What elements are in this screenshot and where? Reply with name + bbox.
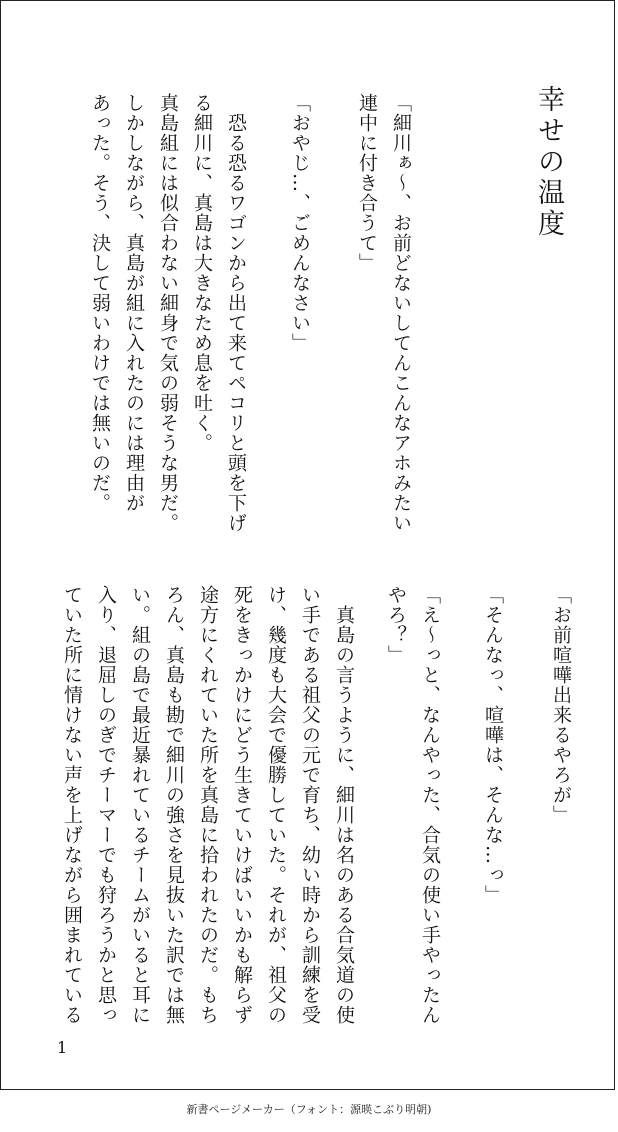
page-number: 1 xyxy=(57,1038,68,1057)
footer-credit: 新書ページメーカー（フォント：源暎こぶり明朝) xyxy=(186,1103,432,1116)
dialogue-you-can-fight: 「お前喧嘩出来るやろが」 xyxy=(550,585,572,825)
dialogue-hosokawa-scolding: 「細川ぁ～、お前どないしてんこんなアホみたい 連中に付き合うて」 xyxy=(356,93,412,533)
dialogue-aikido-question: 「え～っと、なんやった、合気の使い手やったん やろ？」 xyxy=(385,585,441,1025)
narration-paragraph-1: 恐る恐るワゴンから出て来てペコリと頭を下げ る細川に、真島は大きなため息を吐く。 真島組には似合わない細身で気の弱そうな男だ。 しかしながら、真島が組に入れたのには理由が あった。そう、決して弱いわけでは無いのだ。 xyxy=(89,93,247,533)
dialogue-apology: 「おやじ…、ごめんなさい」 xyxy=(289,93,311,353)
narration-paragraph-2: 真島の言うように、細川は名のある合気道の使 い手である祖父の元で育ち、幼い時から訓練を受 け、幾度も大会で優勝していた。それが、祖父の 死をきっかけにどう生きていけばいいかも解らず 途方にくれていた所を真島に拾われたのだ。もち ろん、真島も勘で細川の強さを見抜いた訳では無 い。組の島で最近暴れているチームがいると耳に 入り、退屈しのぎでチーマーでも狩ろうかと思っ ていた所に情けない声を上げながら囲まれている xyxy=(61,585,355,1025)
story-title: 幸せの温度 xyxy=(533,85,564,240)
dialogue-fight-denial: 「そんなっ、喧嘩は、そんな…っ」 xyxy=(482,585,504,905)
